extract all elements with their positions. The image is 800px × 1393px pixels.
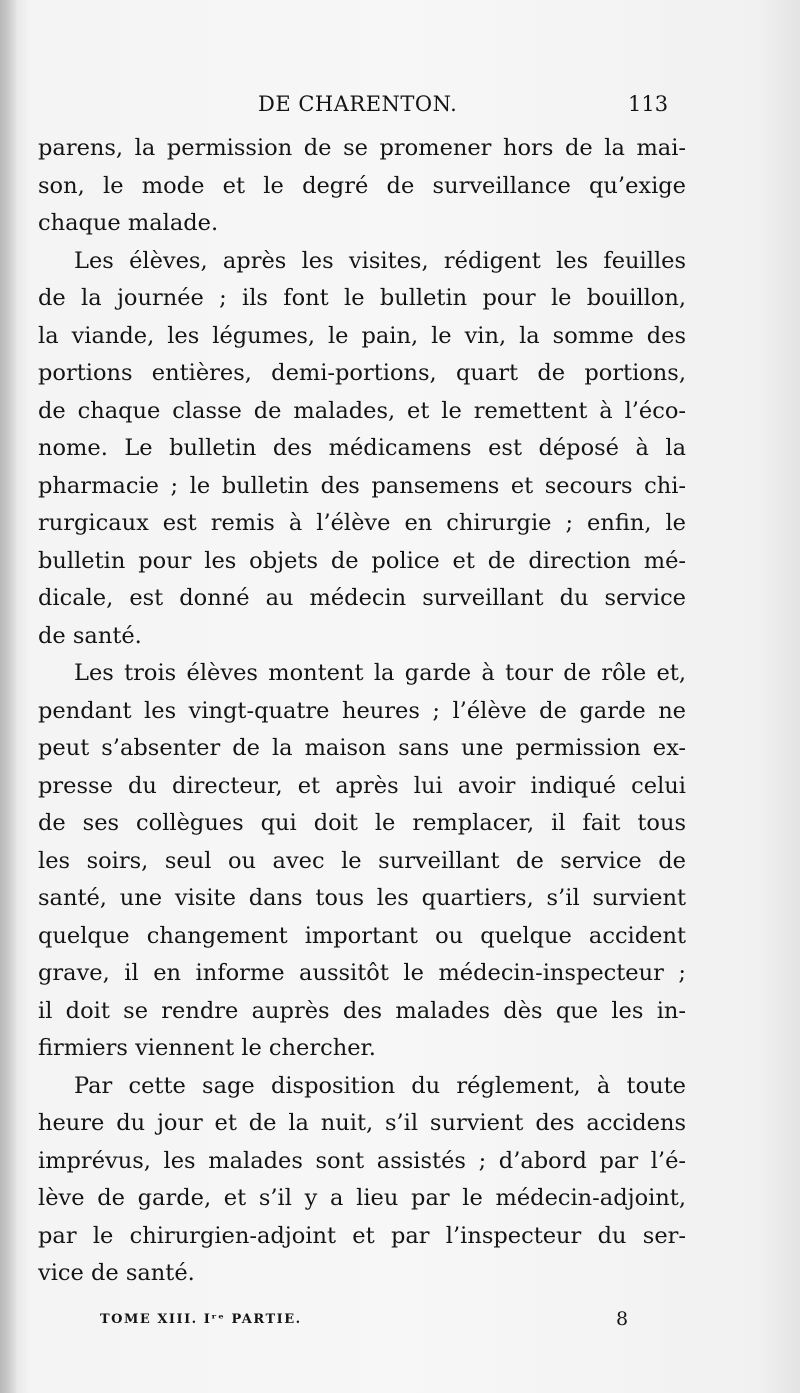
- running-title: DE CHARENTON.: [258, 92, 458, 116]
- page-footer: [0, 1308, 800, 1338]
- text-line: par le chirurgien-adjoint et par l’inspecteur du ser-: [38, 1222, 686, 1249]
- text-line: quelque changement important ou quelque accident: [38, 922, 686, 949]
- text-line: pendant les vingt-quatre heures ; l’élève de garde ne: [38, 697, 686, 724]
- text-line: son, le mode et le degré de surveillance qu’exige: [38, 172, 686, 199]
- text-line: de la journée ; ils font le bulletin pour le bouillon,: [38, 285, 686, 311]
- text-line: portions entières, demi-portions, quart de portions,: [38, 360, 686, 386]
- paragraph-4: [38, 1068, 686, 1293]
- text-line: peut s’absenter de la maison sans une permission ex-: [38, 735, 686, 761]
- text-line: de santé.: [38, 622, 142, 649]
- text-line: les soirs, seul ou avec le surveillant de service de: [38, 847, 686, 874]
- text-line: presse du directeur, et après lui avoir indiqué celui: [38, 772, 686, 799]
- text-line: grave, il en informe aussitôt le médecin-inspecteur ;: [38, 960, 686, 986]
- text-line: pharmacie ; le bulletin des pansemens et secours chi-: [38, 472, 686, 499]
- text-line: de chaque classe de malades, et le remettent à l’éco-: [38, 397, 686, 424]
- text-line: Les élèves, après les visites, rédigent les feuilles: [74, 247, 686, 274]
- text-line: lève de garde, et s’il y a lieu par le médecin-adjoint,: [38, 1185, 686, 1211]
- paragraph-1: [38, 130, 686, 243]
- text-line: chaque malade.: [38, 210, 219, 236]
- spine-shadow: [0, 0, 18, 1393]
- text-line: de ses collègues qui doit le remplacer, il fait tous: [38, 810, 686, 836]
- text-line: firmiers viennent le chercher.: [38, 1035, 376, 1061]
- text-line: vice de santé.: [38, 1260, 195, 1286]
- text-line: il doit se rendre auprès des malades dès que les in-: [38, 997, 686, 1024]
- page-number: 113: [628, 92, 669, 116]
- text-line: la viande, les légumes, le pain, le vin, la somme des: [38, 322, 686, 349]
- text-line: imprévus, les malades sont assistés ; d’abord par l’é-: [38, 1147, 686, 1174]
- text-line: santé, une visite dans tous les quartiers, s’il survient: [38, 885, 686, 911]
- text-line: nome. Le bulletin des médicamens est déposé à la: [38, 435, 686, 461]
- sheet-number: 8: [616, 1308, 629, 1330]
- text-line: Par cette sage disposition du réglement, à toute: [74, 1072, 686, 1099]
- text-line: rurgicaux est remis à l’élève en chirurgie ; enfin, le: [38, 510, 686, 536]
- signature-mark: TOME XIII. Iʳᵉ PARTIE.: [100, 1312, 302, 1327]
- paragraph-2: [38, 243, 686, 656]
- body-text: [38, 130, 686, 1293]
- running-head: [0, 86, 800, 126]
- text-line: bulletin pour les objets de police et de direction mé-: [38, 547, 686, 574]
- text-line: heure du jour et de la nuit, s’il survient des accidens: [38, 1110, 686, 1136]
- text-line: dicale, est donné au médecin surveillant du service: [38, 585, 686, 611]
- text-line: Les trois élèves montent la garde à tour de rôle et,: [74, 660, 686, 686]
- paragraph-3: [38, 655, 686, 1068]
- text-line: parens, la permission de se promener hors de la mai-: [38, 135, 686, 161]
